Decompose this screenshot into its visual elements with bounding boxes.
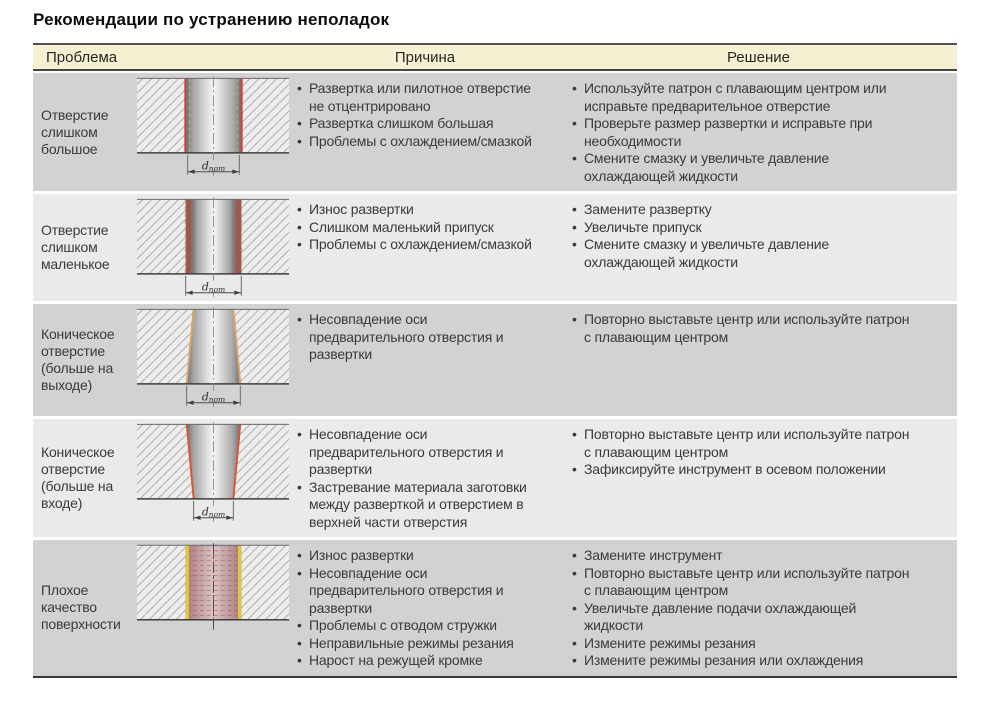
solution-list-cell [560,73,957,191]
solution-item: • Измените режимы резания [571,635,913,653]
solution-item: • Зафиксируйте инструмент в осевом положении [571,461,913,479]
svg-text:dnom: dnom [201,390,226,405]
cause-item: • Застревание материала заготовки между разверткой и отверстием в верхней части отверстия [296,479,534,532]
cause-item: • Развертка или пилотное отверстие не отцентрировано [296,80,534,115]
problem-label: Коническое отверстие (больше на входе) [41,444,115,511]
diagram-taper-wider-at-entry [136,422,290,526]
diagram-taper-wider-at-exit [136,307,290,411]
svg-text:dnom: dnom [201,505,226,520]
solution-item: • Увеличьте давление подачи охлаждающей жидкости [571,600,913,635]
diagram-cell [136,540,290,676]
solution-list [560,304,913,352]
cause-item: • Износ развертки [296,201,534,219]
table-row [33,537,957,676]
solution-item: • Увеличьте припуск [571,219,913,237]
solution-item: • Проверьте размер развертки и исправьте при необходимости [571,115,913,150]
cause-item: • Проблемы с охлаждением/смазкой [296,133,534,151]
diagram-rough-surface [136,543,290,635]
table-header [33,43,957,71]
solution-list [560,419,913,485]
cause-item: • Несовпадение оси предварительного отверстия и развертки [296,426,534,479]
solution-item: • Смените смазку и увеличьте давление охлаждающей жидкости [571,236,913,271]
cause-item: • Несовпадение оси предварительного отверстия и развертки [296,565,534,618]
solution-list [560,540,913,676]
cause-list-cell [290,73,560,191]
problem-label: Отверстие слишком большое [41,106,109,157]
solution-item: • Измените режимы резания или охлаждения [571,652,913,670]
diagram-cell [136,304,290,416]
cause-list-cell [290,304,560,416]
solution-list [560,73,913,191]
solution-list-cell [560,419,957,537]
solution-list-cell [560,194,957,301]
cause-list [290,194,534,260]
table-row [33,73,957,191]
solution-item: • Повторно выставьте центр или используйте патрон с плавающим центром [571,311,913,346]
table-row [33,416,957,537]
table-body [33,73,957,678]
solution-item: • Повторно выставьте центр или используйте патрон с плавающим центром [571,565,913,600]
problem-label: Плохое качество поверхности [41,582,121,633]
diagram-cell [136,73,290,191]
solution-item: • Повторно выставьте центр или используйте патрон с плавающим центром [571,426,913,461]
cause-item: • Развертка слишком большая [296,115,534,133]
cause-list [290,540,534,676]
problem-label: Отверстие слишком маленькое [41,222,110,272]
header-problem: Проблема [46,48,118,66]
header-cause: Причина [394,48,456,66]
cause-item: • Неправильные режимы резания [296,635,534,653]
cause-item: • Проблемы с охлаждением/смазкой [296,236,534,254]
solution-item: • Замените развертку [571,201,913,219]
cause-list [290,304,534,370]
solution-item: • Используйте патрон с плавающим центром или исправьте предварительное отверстие [571,80,913,115]
cause-item: • Проблемы с отводом стружки [296,617,534,635]
cause-list-cell [290,540,560,676]
cause-item: • Несовпадение оси предварительного отверстия и развертки [296,311,534,364]
cause-list-cell [290,419,560,537]
header-solution: Решение [726,48,791,66]
cause-list [290,73,534,156]
cause-item: • Износ развертки [296,547,534,565]
svg-text:dnom: dnom [201,159,226,174]
solution-list-cell [560,540,957,676]
cause-list [290,419,534,537]
diagram-hole-undersized [136,197,290,301]
table-row [33,191,957,301]
problem-label: Коническое отверстие (больше на выходе) [41,326,115,393]
page-title: Рекомендации по устранению неполадок [33,10,390,29]
diagram-cell [136,419,290,537]
cause-list-cell [290,194,560,301]
solution-list [560,194,913,277]
table-row [33,301,957,416]
troubleshooting-table [33,43,957,678]
solution-item: • Замените инструмент [571,547,913,565]
solution-item: • Смените смазку и увеличьте давление охлаждающей жидкости [571,150,913,185]
svg-text:dnom: dnom [201,280,226,295]
solution-list-cell [560,304,957,416]
cause-item: • Нарост на режущей кромке [296,652,534,670]
cause-item: • Слишком маленький припуск [296,219,534,237]
diagram-hole-oversized [136,76,290,180]
diagram-cell [136,194,290,301]
